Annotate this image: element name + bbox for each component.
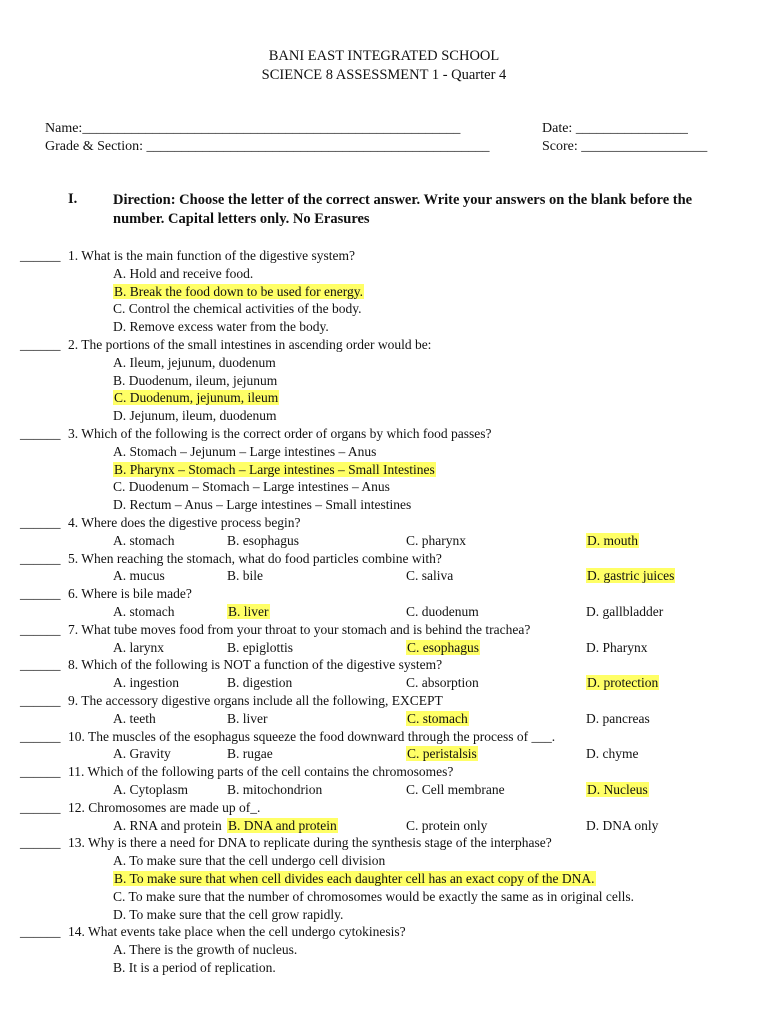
question-text: 2. The portions of the small intestines in ascending order would be: [68, 337, 432, 352]
question-8-option-a [113, 674, 179, 691]
option-text: D. DNA only [586, 817, 659, 833]
answer-blank[interactable]: ______ [20, 337, 61, 352]
option-text: C. pharynx [406, 532, 466, 548]
option-text: A. To make sure that the cell undergo cell division [113, 853, 386, 869]
question-4-option-d [586, 532, 639, 549]
question-5-option-a [113, 567, 165, 584]
question-2-option-a [113, 354, 276, 371]
option-text: B. mitochondrion [227, 782, 323, 797]
option-text: A. There is the growth of nucleus. [113, 942, 298, 958]
question-text: 13. Why is there a need for DNA to replicate during the synthesis stage of the interphase? [68, 835, 552, 851]
question-text: 1. What is the main function of the digestive system? [68, 248, 355, 263]
question-text: 9. The accessory digestive organs include all the following, EXCEPT [68, 693, 443, 708]
question-9-option-d [586, 710, 650, 727]
question-1-option-c [113, 300, 361, 317]
option-text: B. It is a period of replication. [113, 960, 276, 975]
option-text: C. Cell membrane [406, 782, 505, 797]
question-3-option-c [113, 478, 390, 495]
question-12-option-a [113, 817, 222, 834]
document-header [0, 47, 768, 85]
option-text: C. stomach [407, 710, 468, 726]
question-7-option-c [406, 639, 480, 656]
option-text: D. protection [587, 675, 659, 691]
answer-blank[interactable]: ______ [20, 621, 61, 637]
answer-blank[interactable]: ______ [20, 764, 61, 780]
question-8-option-c [406, 674, 479, 691]
option-text: A. Stomach – Jejunum – Large intestines – Anus [113, 443, 377, 459]
option-text: B. Pharynx – Stomach – Large intestines – Small Intestines [114, 461, 435, 477]
question-text: 6. Where is bile made? [68, 586, 192, 602]
question-3-option-d [113, 496, 411, 513]
option-text: A. Hold and receive food. [113, 265, 254, 281]
option-text: B. rugae [227, 746, 273, 762]
option-text: C. To make sure that the number of chromosomes would be exactly the same as in original cells. [113, 888, 635, 904]
option-text: D. chyme [586, 746, 639, 762]
question-12-option-b [227, 817, 338, 834]
question-6-option-c [406, 603, 479, 620]
option-text: B. esophagus [227, 532, 299, 548]
question-text: 8. Which of the following is NOT a function of the digestive system? [68, 657, 443, 673]
name-field[interactable]: Name:______________________________________________________ [45, 121, 461, 136]
option-text: A. mucus [113, 568, 165, 584]
section-number: I. [68, 191, 78, 207]
option-text: D. Jejunum, ileum, duodenum [113, 408, 277, 424]
answer-blank[interactable]: ______ [20, 835, 61, 851]
direction-text: Direction: Choose the letter of the correct answer. Write your answers on the blank before the number. Capital letters only. No Erasures [113, 192, 693, 227]
question-text: 7. What tube moves food from your throat to your stomach and is behind the trachea? [68, 621, 531, 637]
option-text: D. Nucleus [587, 782, 648, 797]
question-text: 3. Which of the following is the correct order of organs by which food passes? [68, 426, 492, 441]
grade-section-field[interactable]: Grade & Section: _________________________________________________ [45, 139, 490, 154]
question-11-option-d [586, 781, 649, 798]
option-text: A. teeth [113, 710, 156, 726]
question-14-option-b [113, 959, 276, 976]
option-text: C. protein only [406, 817, 488, 833]
question-1-option-a [113, 265, 253, 282]
question-12-option-d [586, 817, 658, 834]
date-field[interactable]: Date: ________________ [542, 121, 688, 136]
option-text: B. Duodenum, ileum, jejunum [113, 372, 278, 388]
question-8-option-d [586, 674, 659, 691]
option-text: C. saliva [406, 568, 454, 584]
question-7-option-d [586, 639, 648, 656]
question-text: 12. Chromosomes are made up of_. [68, 799, 261, 815]
school-name: BANI EAST INTEGRATED SCHOOL [268, 48, 500, 64]
option-text: A. Gravity [113, 746, 171, 762]
option-text: B. Break the food down to be used for energy. [114, 283, 363, 299]
question-9-option-a [113, 710, 156, 727]
option-text: D. Pharynx [586, 639, 648, 655]
question-2-option-b [113, 372, 277, 389]
question-5-option-b [227, 567, 263, 584]
answer-blank[interactable]: ______ [20, 799, 61, 815]
question-13-option-a [113, 852, 385, 869]
question-text: 4. Where does the digestive process begin? [68, 515, 301, 530]
question-6-option-b [227, 603, 270, 620]
option-text: C. absorption [406, 675, 479, 691]
question-2-option-c [113, 389, 279, 406]
answer-blank[interactable]: ______ [20, 550, 61, 566]
answer-blank[interactable]: ______ [20, 728, 61, 744]
answer-blank[interactable]: ______ [20, 515, 61, 530]
question-9-option-b [227, 710, 268, 727]
question-text: 11. Which of the following parts of the cell contains the chromosomes? [68, 764, 454, 780]
option-text: D. pancreas [586, 710, 650, 726]
question-3-option-b [113, 461, 436, 478]
option-text: C. Duodenum – Stomach – Large intestines – Anus [113, 479, 390, 495]
answer-blank[interactable]: ______ [20, 426, 61, 441]
option-text: D. gallbladder [586, 604, 664, 619]
option-text: D. Remove excess water from the body. [113, 319, 329, 335]
option-text: B. epiglottis [227, 639, 294, 655]
question-1-option-b [113, 283, 364, 300]
question-11-option-b [227, 781, 322, 798]
question-11-option-a [113, 781, 188, 798]
question-6-option-d [586, 603, 663, 620]
question-text: 5. When reaching the stomach, what do food particles combine with? [68, 550, 442, 566]
question-14-option-a [113, 941, 297, 958]
question-2-option-d [113, 407, 276, 424]
question-text: 14. What events take place when the cell undergo cytokinesis? [68, 924, 406, 940]
option-text: A. stomach [113, 604, 175, 619]
question-3-option-a [113, 443, 376, 460]
option-text: C. duodenum [406, 604, 479, 619]
question-4-option-a [113, 532, 175, 549]
question-1-option-d [113, 318, 329, 335]
option-text: B. liver [227, 710, 268, 726]
option-text: A. larynx [113, 639, 164, 655]
question-text: 10. The muscles of the esophagus squeeze the food downward through the process of ___. [68, 728, 556, 744]
option-text: C. peristalsis [407, 746, 477, 762]
answer-blank[interactable]: ______ [20, 657, 61, 673]
answer-blank[interactable]: ______ [20, 924, 61, 940]
answer-blank[interactable]: ______ [20, 248, 61, 263]
question-10-option-b [227, 745, 273, 762]
option-text: D. To make sure that the cell grow rapidly. [113, 906, 344, 922]
question-13-option-d [113, 906, 343, 923]
option-text: B. To make sure that when cell divides each daughter cell has an exact copy of the DNA. [114, 871, 595, 886]
question-6-option-a [113, 603, 175, 620]
question-13-option-c [113, 888, 634, 905]
option-text: B. bile [227, 568, 263, 584]
option-text: A. Ileum, jejunum, duodenum [113, 354, 276, 370]
question-4-option-c [406, 532, 466, 549]
question-10-option-d [586, 745, 638, 762]
answer-blank[interactable]: ______ [20, 693, 61, 708]
option-text: B. liver [228, 604, 269, 619]
option-text: A. Cytoplasm [113, 782, 189, 797]
option-text: C. Duodenum, jejunum, ileum [114, 390, 279, 406]
question-11-option-c [406, 781, 505, 798]
assessment-title: SCIENCE 8 ASSESSMENT 1 - Quarter 4 [261, 67, 507, 83]
question-5-option-d [586, 567, 675, 584]
option-text: C. esophagus [407, 639, 479, 655]
option-text: D. gastric juices [587, 568, 675, 584]
question-10-option-a [113, 745, 171, 762]
question-7-option-a [113, 639, 164, 656]
question-7-option-b [227, 639, 293, 656]
option-text: B. DNA and protein [228, 817, 337, 833]
option-text: A. RNA and protein [113, 817, 222, 833]
option-text: A. ingestion [113, 675, 179, 691]
question-12-option-c [406, 817, 487, 834]
option-text: C. Control the chemical activities of the body. [113, 301, 362, 317]
score-field[interactable]: Score: __________________ [542, 139, 708, 154]
question-5-option-c [406, 567, 453, 584]
option-text: D. mouth [587, 532, 639, 548]
answer-blank[interactable]: ______ [20, 586, 61, 602]
option-text: D. Rectum – Anus – Large intestines – Small intestines [113, 497, 412, 513]
question-8-option-b [227, 674, 292, 691]
question-13-option-b [113, 870, 596, 887]
question-9-option-c [406, 710, 469, 727]
question-4-option-b [227, 532, 299, 549]
option-text: A. stomach [113, 532, 175, 548]
question-10-option-c [406, 745, 478, 762]
option-text: B. digestion [227, 675, 293, 691]
